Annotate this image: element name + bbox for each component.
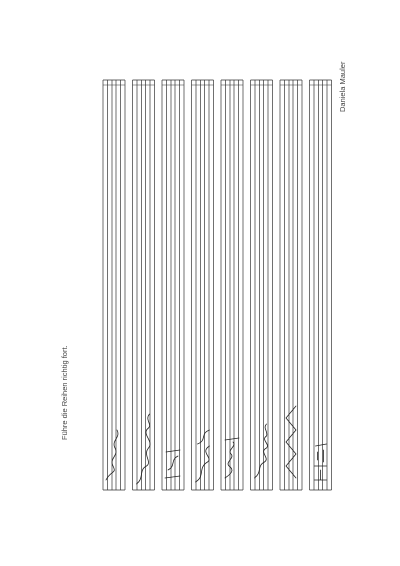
writing-row (280, 80, 302, 490)
writing-row (310, 80, 332, 490)
writing-row (162, 80, 184, 490)
writing-row (192, 80, 214, 490)
handwriting-sample (225, 438, 239, 478)
handwriting-sample (315, 444, 327, 480)
handwriting-sample (196, 430, 210, 482)
handwriting-sample (255, 424, 268, 478)
author-credit: Daniela Mauler (338, 61, 347, 112)
handwriting-sample (165, 450, 180, 478)
writing-row (103, 80, 125, 490)
instruction-text: Führe die Reihen richtig fort. (60, 345, 69, 440)
handwriting-sample (286, 406, 296, 478)
handwriting-sample (137, 414, 151, 484)
writing-row (221, 80, 243, 490)
writing-row (251, 80, 273, 490)
writing-row (133, 80, 155, 490)
